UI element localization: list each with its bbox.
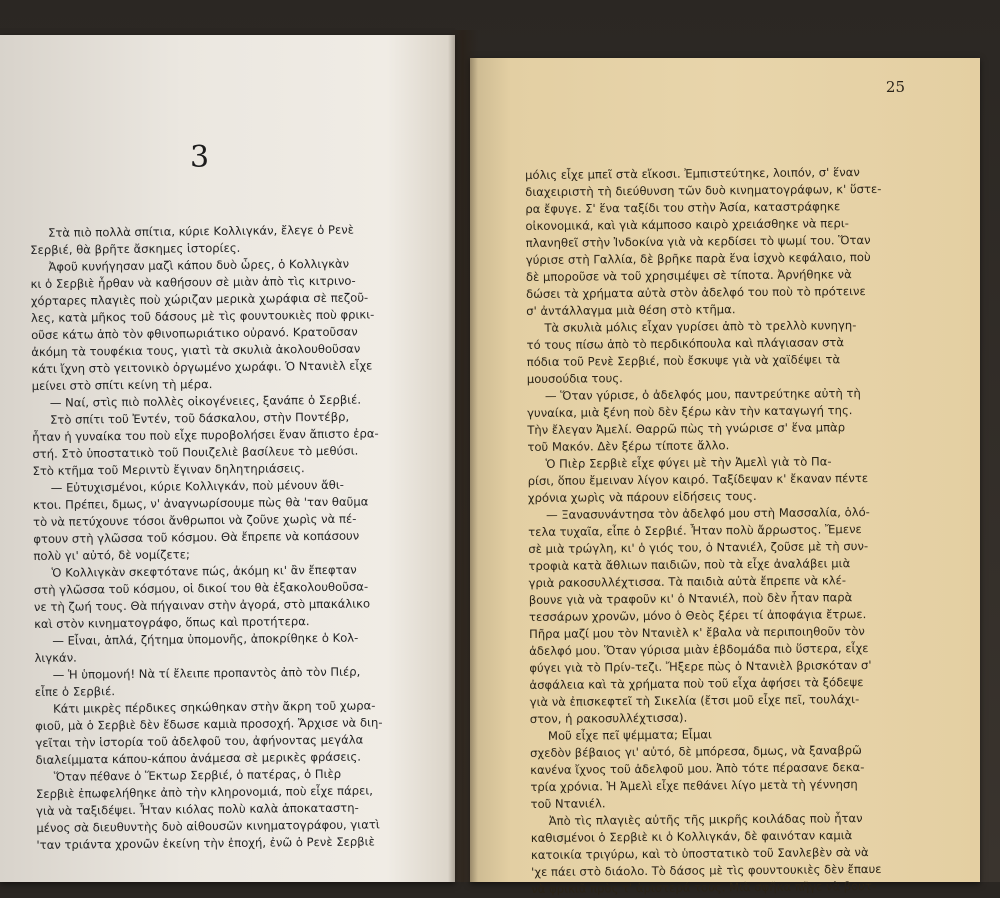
text-line: στὴ γλῶσσα τοῦ κόσμου, οἱ δικοί του θὰ ἐξακολουθοῦσα-: [33, 579, 369, 597]
text-line: — Ναί, στὶς πιὸ πολλὲς οἰκογένειες, ξανάπε ὁ Σερβιέ.: [49, 392, 362, 410]
text-line: κτοι. Πρέπει, δμως, ν' ἀναγνωρίσουμε πὼς θὰ 'ταν θαῦμα: [32, 494, 369, 512]
text-line: καθισμένοι ὁ Σερβιὲ κι ὁ Κολλιγκάν, δὲ φαινόταν καμιὰ: [530, 828, 853, 845]
text-line: φτουν στὴ γλῶσσα τοῦ κόσμου. Θὰ ἔπρεπε νὰ κοπάσουν: [33, 528, 360, 546]
text-line: χρόνια χωρὶς νὰ πάρουν εἰδήσεις τους.: [527, 488, 757, 505]
text-line: τὸ νὰ πετύχουνε τόσοι ἄνθρωποι νὰ ζοῦνε χωρὶς νὰ πέ-: [33, 511, 357, 529]
text-line: Ἀπὸ τὶς πλαγιὲς αὐτῆς τῆς μικρῆς κοιλάδας ποὺ ἦταν: [548, 811, 863, 828]
text-line: γεῖται τὴν ἱστορία τοῦ ἀδελφοῦ του, ἀφήνοντας μεγάλα: [35, 732, 364, 750]
text-line: χόρταρες πλαγιὲς ποὺ χώριζαν μερικὰ χωράφια σὲ πεζοῦ-: [30, 290, 369, 308]
text-line: ρίσι, ὅπου ἔμειναν λίγον καιρό. Ταξίδεψαν κ' ἔκαναν πέντε: [527, 471, 869, 488]
text-line: κανένα ἴχνος τοῦ ἀδελφοῦ μου. Ἀπὸ τότε πέρασανε δεκα-: [530, 760, 865, 777]
text-line: κι ὁ Σερβιὲ ἦρθαν νὰ καθήσουν σὲ μιὰν ἀπὸ τὶς κιτρινο-: [30, 273, 356, 291]
text-line: τρία χρόνια. Ἡ Ἀμελὶ εἶχε πεθάνει λίγο μετὰ τὴ γέννηση: [530, 777, 858, 794]
text-line: τελα τυχαῖα, εἶπε ὁ Σερβιέ. Ἦταν πολὺ ἄρρωστος. Ἔμενε: [528, 522, 862, 539]
text-line: ἦταν ἡ γυναίκα του ποὺ εἶχε πυροβολήσει ἕναν ἄπιστο ἐρα-: [32, 426, 379, 444]
text-line: ἀκόμη τὰ τουφέκια τους, γιατὶ τὰ σκυλιὰ ἀκολουθοῦσαν: [31, 341, 361, 359]
text-line: μείνει στὸ σπίτι κείνη τὴ μέρα.: [31, 377, 213, 393]
text-line: καὶ στὸν κινηματογράφο, ὅπως καὶ προτήτερα.: [34, 614, 310, 631]
text-line: — Εὐτυχισμένοι, κύριε Κολλιγκάν, ποὺ μένουν ἄθι-: [50, 477, 344, 495]
text-line: τοῦ Ντανιέλ.: [530, 796, 606, 811]
text-line: λες, κατὰ μῆκος τοῦ δάσους μὲ τὶς φουντουκιὲς ποὺ φρικι-: [30, 307, 375, 325]
left-page-text: [30, 221, 437, 854]
chapter-number: 3: [190, 140, 210, 175]
text-line: κάτι ἴχνη στὸ γειτονικὸ ὀργωμένο χωράφι. Ὁ Ντανιὲλ εἶχε: [31, 358, 373, 376]
text-line: βουνε γιὰ νὰ τραφοῦν κι' ὁ Ντανιέλ, ποὺ δὲν ἦταν παρὰ: [528, 590, 853, 607]
text-line: γιὰ νὰ ἐπισκεφτεῖ τὴ Σικελία (ἔτσι μοῦ εἶχε πεῖ, τουλάχι-: [529, 692, 860, 709]
text-line: πολὺ γι' αὐτό, δὲ νομίζετε;: [33, 547, 190, 563]
text-line: Σερβιέ, θὰ βρῆτε ἄσκημες ἱστορίες.: [30, 240, 241, 257]
text-line: — Εἶναι, ἁπλά, ζήτημα ὑπομονῆς, ἀποκρίθηκε ὁ Κολ-: [52, 630, 359, 648]
text-line: νε τὴ ζωή τους. Θὰ πήγαιναν στὴν ἀγορά, στὸ μπακάλικο: [33, 596, 371, 614]
text-line: Σερβιὲ ἐπωφελήθηκε ἀπὸ τὴν κληρονομιά, ποὺ εἶχε πάρει,: [35, 783, 373, 801]
text-line: στή. Στὸ ὑποστατικὸ τοῦ Πουιζελιὲ βασίλευε τὸ μεθύσι.: [32, 443, 359, 461]
text-line: φύγει γιὰ τὸ Πρίν-τεζι. Ἤξερε πὼς ὁ Ντανιὲλ βρισκόταν σ': [529, 657, 872, 675]
text-line: ἀσφάλεια καὶ τὰ χρήματα ποὺ τοῦ εἶχα ἀφήσει τὰ ξόδεψε: [529, 675, 864, 692]
text-line: φιοῦ, μὰ ὁ Σερβιὲ δὲν ἔδωσε καμιὰ προσοχή. Ἄρχισε νὰ διη-: [35, 715, 383, 733]
text-line: διαλείμματα κάπου-κάπου ἀνάμεσα σὲ μερικὲς φράσεις.: [35, 749, 362, 767]
book-gutter: [448, 30, 478, 882]
text-line: μόλις εἶχε μπεῖ στὰ εἴκοσι. Ἐμπιστεύτηκε, λοιπόν, σ' ἕναν: [525, 165, 860, 182]
text-line: κατοικία τριγύρω, καὶ τὸ ὑποστατικὸ τοῦ Σανλεβὲν σὰ νὰ: [530, 845, 869, 862]
text-line: 'ταν τριάντα χρονῶν ἐκείνη τὴν ἐποχή, ἐνῶ ὁ Ρενὲ Σερβιὲ: [36, 834, 375, 852]
text-line: τοῦ Μακόν. Δὲν ξέρω τίποτε ἄλλο.: [527, 438, 730, 454]
text-line: γριὰ ρακοσυλλέχτισσα. Τὰ παιδιὰ αὐτὰ ἔπρεπε νὰ κλέ-: [528, 573, 847, 590]
text-line: λιγκάν.: [34, 650, 77, 665]
text-line: ἀδελφό μου. Ὅταν γύρισα μιὰν ἑβδομάδα πιὸ ὕστερα, εἶχε: [529, 641, 869, 658]
text-line: ρα ἔφυγε. Σ' ἕνα ταξίδι του στὴν Ἀσία, καταστράφηκε: [525, 199, 841, 216]
text-line: σὲ μιὰ τρώγλη, κι' ὁ γιός του, ὁ Ντανιέλ, ζοῦσε μὲ τὴ συν-: [528, 539, 869, 556]
text-line: γιὰ νὰ ταξιδέψει. Ἦταν κιόλας πολὺ καλὰ ἀποκαταστη-: [36, 800, 359, 818]
text-line: σχεδὸν βέβαιος γι' αὐτό, δὲ μπόρεσα, δμως, νὰ ξαναβρῶ: [530, 743, 862, 760]
text-line: δὲ μποροῦσε νὰ τοῦ χρησιμέψει σὲ τίποτα. Ἀρνήθηκε νὰ: [525, 267, 852, 284]
text-line: πλανηθεῖ στὴν Ἰνδοκίνα γιὰ νὰ κερδίσει τὸ ψωμί του. Ὅταν: [525, 232, 871, 250]
right-page-text: [525, 164, 916, 898]
text-line: — Ξανασυνάντησα τὸν ἀδελφό μου στὴ Μασσαλία, ὁλό-: [545, 505, 870, 522]
text-line: Ἀφοῦ κυνήγησαν μαζὶ κάπου δυὸ ὧρες, ὁ Κολλιγκὰν: [48, 256, 350, 274]
text-line: Στὰ πιὸ πολλὰ σπίτια, κύριε Κολλιγκάν, ἔλεγε ὁ Ρενὲ: [48, 222, 355, 240]
text-line: — Ἡ ὑπομονή! Νὰ τί ἔλειπε προπαντὸς ἀπὸ τὸν Πιέρ,: [52, 664, 361, 682]
text-line: δώσει τὰ χρήματα αὐτὰ στὸν ἀδελφό του ποὺ τὸ πρότεινε: [526, 284, 866, 301]
text-line: γύρισε στὴ Γαλλία, δὲ βρῆκε παρὰ ἕνα ἰσχνὸ κεφάλαιο, ποὺ: [525, 249, 871, 267]
text-line: εἶπε ὁ Σερβιέ.: [34, 684, 116, 699]
text-line: μουσούδια τους.: [526, 371, 623, 386]
text-line: μένος σὰ διευθυντὴς δυὸ αἰθουσῶν κινηματογράφου, γιατὶ: [36, 817, 380, 835]
text-line: Πῆρα μαζί μου τὸν Ντανιὲλ κ' ἔβαλα νὰ περιποιηθοῦν τὸν: [529, 624, 865, 641]
page-number: 25: [885, 78, 905, 96]
text-line: Στὸ σπίτι τοῦ Ἐντέν, τοῦ δάσκαλου, στὴν Ποντέβρ,: [49, 409, 350, 427]
text-line: Ὁ Πιὲρ Σερβιὲ εἶχε φύγει μὲ τὴν Ἀμελὶ γιὰ τὸ Πα-: [545, 454, 832, 471]
text-line: Ὁ Κολλιγκὰν σκεφτότανε πώς, ἀκόμη κι' ἂν ἔπεφταν: [51, 562, 357, 580]
text-line: Ὅταν πέθανε ὁ Ἕκτωρ Σερβιέ, ὁ πατέρας, ὁ Πιὲρ: [53, 766, 342, 784]
text-line: οῦσε κάτω ἀπὸ τὸν φθινοπωριάτικο οὐρανό. Κρατοῦσαν: [31, 324, 358, 342]
text-line: τροφιὰ κατὰ ἄθλιων παιδιῶν, ποὺ τὰ εἶχε ἀναλάβει μιὰ: [528, 556, 851, 573]
text-line: 'χε πάει στὸ διάολο. Τὸ δάσος μὲ τὶς φουντουκιὲς δὲν ἔπαυε: [531, 861, 882, 879]
text-line: πόδια τοῦ Ρενὲ Σερβιέ, ποὺ ἔσκυψε γιὰ νὰ χαϊδέψει τὰ: [526, 352, 841, 369]
text-line: Στὸ κτῆμα τοῦ Μεριντὺ ἔγιναν δηλητηριάσεις.: [32, 461, 305, 478]
text-line: στον, ἡ ρακοσυλλέχτισσα).: [529, 710, 688, 726]
text-line: οἰκονομικά, καὶ γιὰ κάμποσο καιρὸ χρειάσθηκε νὰ περι-: [525, 216, 849, 233]
text-line: Τὰ σκυλιὰ μόλις εἶχαν γυρίσει ἀπὸ τὸ τρελλὸ κυνηγη-: [544, 318, 857, 335]
text-line: νὰ φρικιᾶ πρὸς τ' ἀριστερά τους. Μιὰ σφῆκα πῆγε νὰ βουτ-: [531, 878, 877, 896]
text-line: τό τους πίσω ἀπὸ τὸ περδικόπουλα καὶ πλάγιασαν στὰ: [526, 335, 845, 352]
text-line: Μοῦ εἶχε πεῖ ψέμματα; Εἶμαι: [547, 727, 712, 743]
text-line: γυναίκα, μιὰ ξένη ποὺ δὲν ξέρω κὰν τὴν καταγωγή της.: [527, 403, 853, 420]
text-line: — Ὅταν γύρισε, ὁ ἀδελφός μου, παντρεύτηκε αὐτὴ τὴ: [544, 386, 861, 403]
text-line: Κάτι μικρὲς πέρδικες σηκώθηκαν στὴν ἄκρη τοῦ χωρα-: [52, 698, 376, 716]
text-line: τεσσάρων χρονῶν, μόνο ὁ Θεὸς ξέρει τί ἀποφάγια ἔτρωε.: [528, 607, 867, 624]
text-line: διαχειριστὴ τὴ διεύθυνση τῶν δυὸ κινηματογράφων, κ' ὕστε-: [525, 181, 882, 199]
text-line: σ' ἀντάλλαγμα μιὰ θέση στὸ κτῆμα.: [526, 302, 736, 318]
text-line: Τὴν ἔλεγαν Ἀμελί. Θαρρῶ πὼς τὴ γνώρισε σ' ἕνα μπὰρ: [527, 420, 846, 437]
